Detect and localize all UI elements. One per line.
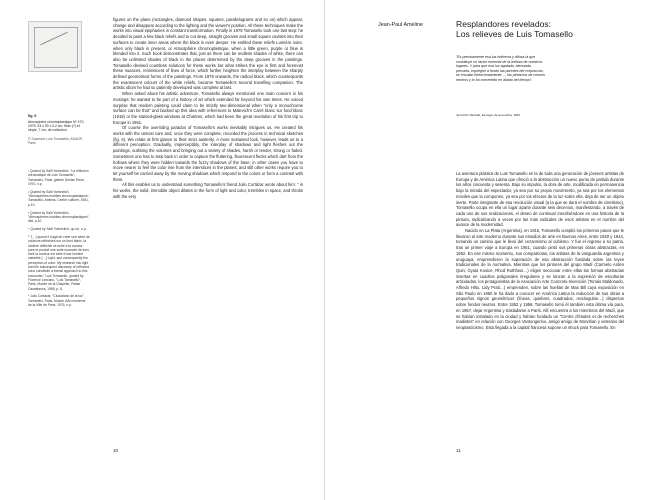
title-line: Los relieves de Luis Tomasello [456,29,573,39]
page-number-right: 11 [456,448,461,453]
footnote: ³ Quoted by Saïli Yorkevitch, "Atmosphères mobiles chromoplastiques", ibid, p.10. [28,210,90,224]
figure-label: fig. 6 [28,114,37,118]
artwork-thumbnail [28,21,82,72]
page-gutter [324,0,325,500]
body-paragraph: figures on the plane (rectangles, diamond shapes, squares, parallelograms and so on) which appear, change and disappear according to the lighting and the viewer's position. All these techniques make the works into visual epiphanies in constant transformation. Finally in 1979 Tomasello took one last step: he decided to paint a few black reliefs and to cut deep, straight grooves and small square cavities into their surfaces to create inner areas where the black is even deeper. He entitled these reliefs Lumière noire, when only black is present, or Atmosphère chromoplastique, when a little green, purple or blue is blended into it. Such book demonstrates that, just as there can be endless shades of white, there can also be unlimited shades of black in the places determined by the deep grooves in the paintings. Tomasello devised countless solutions for these works but what strikes the eye is first and foremost these nuances, reminiscent of lines of force, which further heighten the interplay between the sharply defined geometrical forms of the paintings. From 1979 onwards, the radical black, which counterpoints the evanescent colours of the white reliefs, became Tomasello's second travelling companion. The artistic idiom he had so patiently developed was complete at last. [113,17,303,91]
footnotes [28,169,90,311]
epigraph: "Es precisamente esa luz indirecta y difusa la que constituye un factor esencial de la belleza de nuestros lugares. Y para que esa luz agotada, atenuada, precaria, impregne a fondo las paredes del crepúsculo, se encalan intencionalmente…, las pintamos de colores neutros y lo ha convertido en aliado del tiempo". [456,55,545,82]
figure-credit: © Sucesión Luis Tomasello, ADAGP, Paris [28,137,83,146]
artwork-frame [34,27,78,68]
body-paragraph: When asked about his artistic adventure, Tomasello always mentioned one main concern in his musings: he wanted to be part of a history of art which extended far beyond his own times. He voiced surprise that modern painting could claim to be strictly two-dimensional when "only a monochrome surface can be that" and backed up this idea with references to Malevich's Carré blanc sur fond blanc (1918) or the stained-glass windows at Chartres, which had been the great revelation of his first trip to Europe in 1951. [113,91,303,125]
chapter-title [456,19,573,39]
footnote: ¹ Quoted by Saïli Yorkevitch, "La réflexion chromatique de Luis Tomasello", Tomasello, Paris, galerie Denise René, 1970, n.p. [28,169,89,186]
figure-caption: Atmosphère chromoplastique Nº 470, 1979, 33 x 33 x 5,2 cm. Bois (?) et vinyle, 7 cm, de collection. [28,120,85,133]
page-number-left: 10 [113,448,119,453]
right-body-text [456,171,624,331]
body-paragraph: La aventura plástica de Luis Tomasello es la de toda una generación de jóvenes artistas de Europa y de América Latina que ofreció a la abstracción un nuevo punto de partida durante los años cincuenta y sesenta. Bajo su impulso, la obra de arte, modificada en permanencia bajo la mirada del espectador, ya sea por su propio movimiento, ya sea por los elementos móviles que la componen, ya sea por los efectos de la luz sobre ella, deja de ser un objeto inerte. Parte integrante de esa revolución visual (a la que se dará el nombre de cinetismo), Tomasello ocupa en ella un lugar aparte durante seis decenios, manifestando, a través de cada uno de sus realizaciones, el deseo de continuar inscribiéndose en una historia de la pintura, radicalizando a veces por las más radicales de esos artistas en el nombre del avance de la modernidad. [456,171,624,228]
body-paragraph: Nacido en La Plata (Argentina), en 1915, Tomasello cumplió los primeros pasos que le llevaron al arte moderno durante sus estudios de arte en Buenos Aires, entre 1940 y 1944, tomando un camino que le llevó del cezannismo al cubismo. Y fue el regreso a su patria, tras un primer viaje a Europa en 1951, cuando pintó sus primeras obras abstractas, en 1952. En ese mismo momento, sus compatriotas, los artistas de la vanguardia argentina y uruguaya, emprendieron la superación de esa abstracción fundada sobre las leyes tradicionales de la normativa. Mientras que los pintores del grupo Madí (Carmelo Arden Quin, Gyula Kosice, Rhod Rothfuss…) eligen seccionar entre ellas las formas abstractas insertas en cuadros poligonales irregulares y se lanzan a la expresión de esculturas articuladas, los protagonistas de la Asociación Arte Concreto-Invención (Tomás Maldonado, Alfredo Hlito, Lidy Prati…) emprenden, sobre las huellas de Max Bill cuya exposición en São Paulo en 1950 le ha dado a conocer en América Latina la reducción de sus obras a pequeños signos geométricos (líneas, quiebres, cuadrados, rectángulos…) dispersos sobre fondos neutros. Entre 1952 y 1956, Tomasello tomó él también esta última vía para, en 1957, dejar Argentina y trasladarse a París. Allí encuentra a los miembros del Madí, que se habían instalado en la ciudad y habían fundado un "Centre d'études et de recherches madistes" en relación con Georges Vantongerloo, amigo amigo de Mondrian y veterano del neoplasticismo. Esta llegada a la capital francesa supone un shock para Tomasello. En [456,228,624,330]
title-line: Resplandores revelados: [456,19,552,29]
body-paragraph: Of course the overriding paradox of Tomasello's works inevitably intrigues us. He created his works with the utmost care and, once they were complete, recorded the process in technical sketches (fig. 6). We relate at first glance to their strict austerity. A more sustained look, however, leads us to a different perception. Gradually, imperceptibly, the interplay of shadows and light fleshes out the paintings, outlining the volumes and bringing out a variety of shades, harsh or tender, strong or faded. Sometimes one has to step back in order to capture the fluttering, fluorescent flecks which dart from the hollows where they were hidden towards the fuzzy shadows of the base; in other cases you have to move nearer to feel the color rise from the interstices in the planes; and still other works require you to let yourself be carried away by the moving shadows which respond to the colors or form a contrast with them. [113,125,303,182]
footnote: ⁵ "[…] quand il s'agit de créer une série de couleurs réfléchies sur un fond blanc, la lumière réfléchie se mêle à la couleur pure et produit une suite nuancée de tons dont la couleur est celle d'une lumière naturelle […] Light, and consequently the perception of color: My research into light and the subsequent discovery of reflected color constitute a formal approach to this encounter." Luis Tomasello, quoted by Florence Lezcano, "Luis Tomasello", Paris, Musée de la Chapelle, Palais Casablanca, 1985, p. 8. [28,234,90,291]
body-paragraph: All this enables us to understand something Tomasello's friend Julio Cortázar wrote about him: " in his works, the solid, immobile object dilates in the form of light and color, trembles in space, and throbs with the very [113,182,303,199]
footnote: ⁶ Julio Cortázar, "Ciudadano de la luz", Tomasello, Paris, Musée d'Art moderne de la Ville de Paris, 1976, n.p. [28,294,86,307]
footnote: ⁴ Quoted by Saïli Yorkevitch, op.cit., n.p. [28,227,87,232]
footnote: ² Quoted by Saïli Yorkevitch, "Atmosphères mobiles chromoplastiques", Tomasello, Amiens, Centre culturel, 1981, p.10. [28,189,90,207]
author-name: Jean-Paul Ameline [378,22,423,28]
epigraph-source: Jun'ichirō Tanizaki, El elogio de la sombra, 1933 [456,113,520,117]
left-body-text [113,17,303,200]
